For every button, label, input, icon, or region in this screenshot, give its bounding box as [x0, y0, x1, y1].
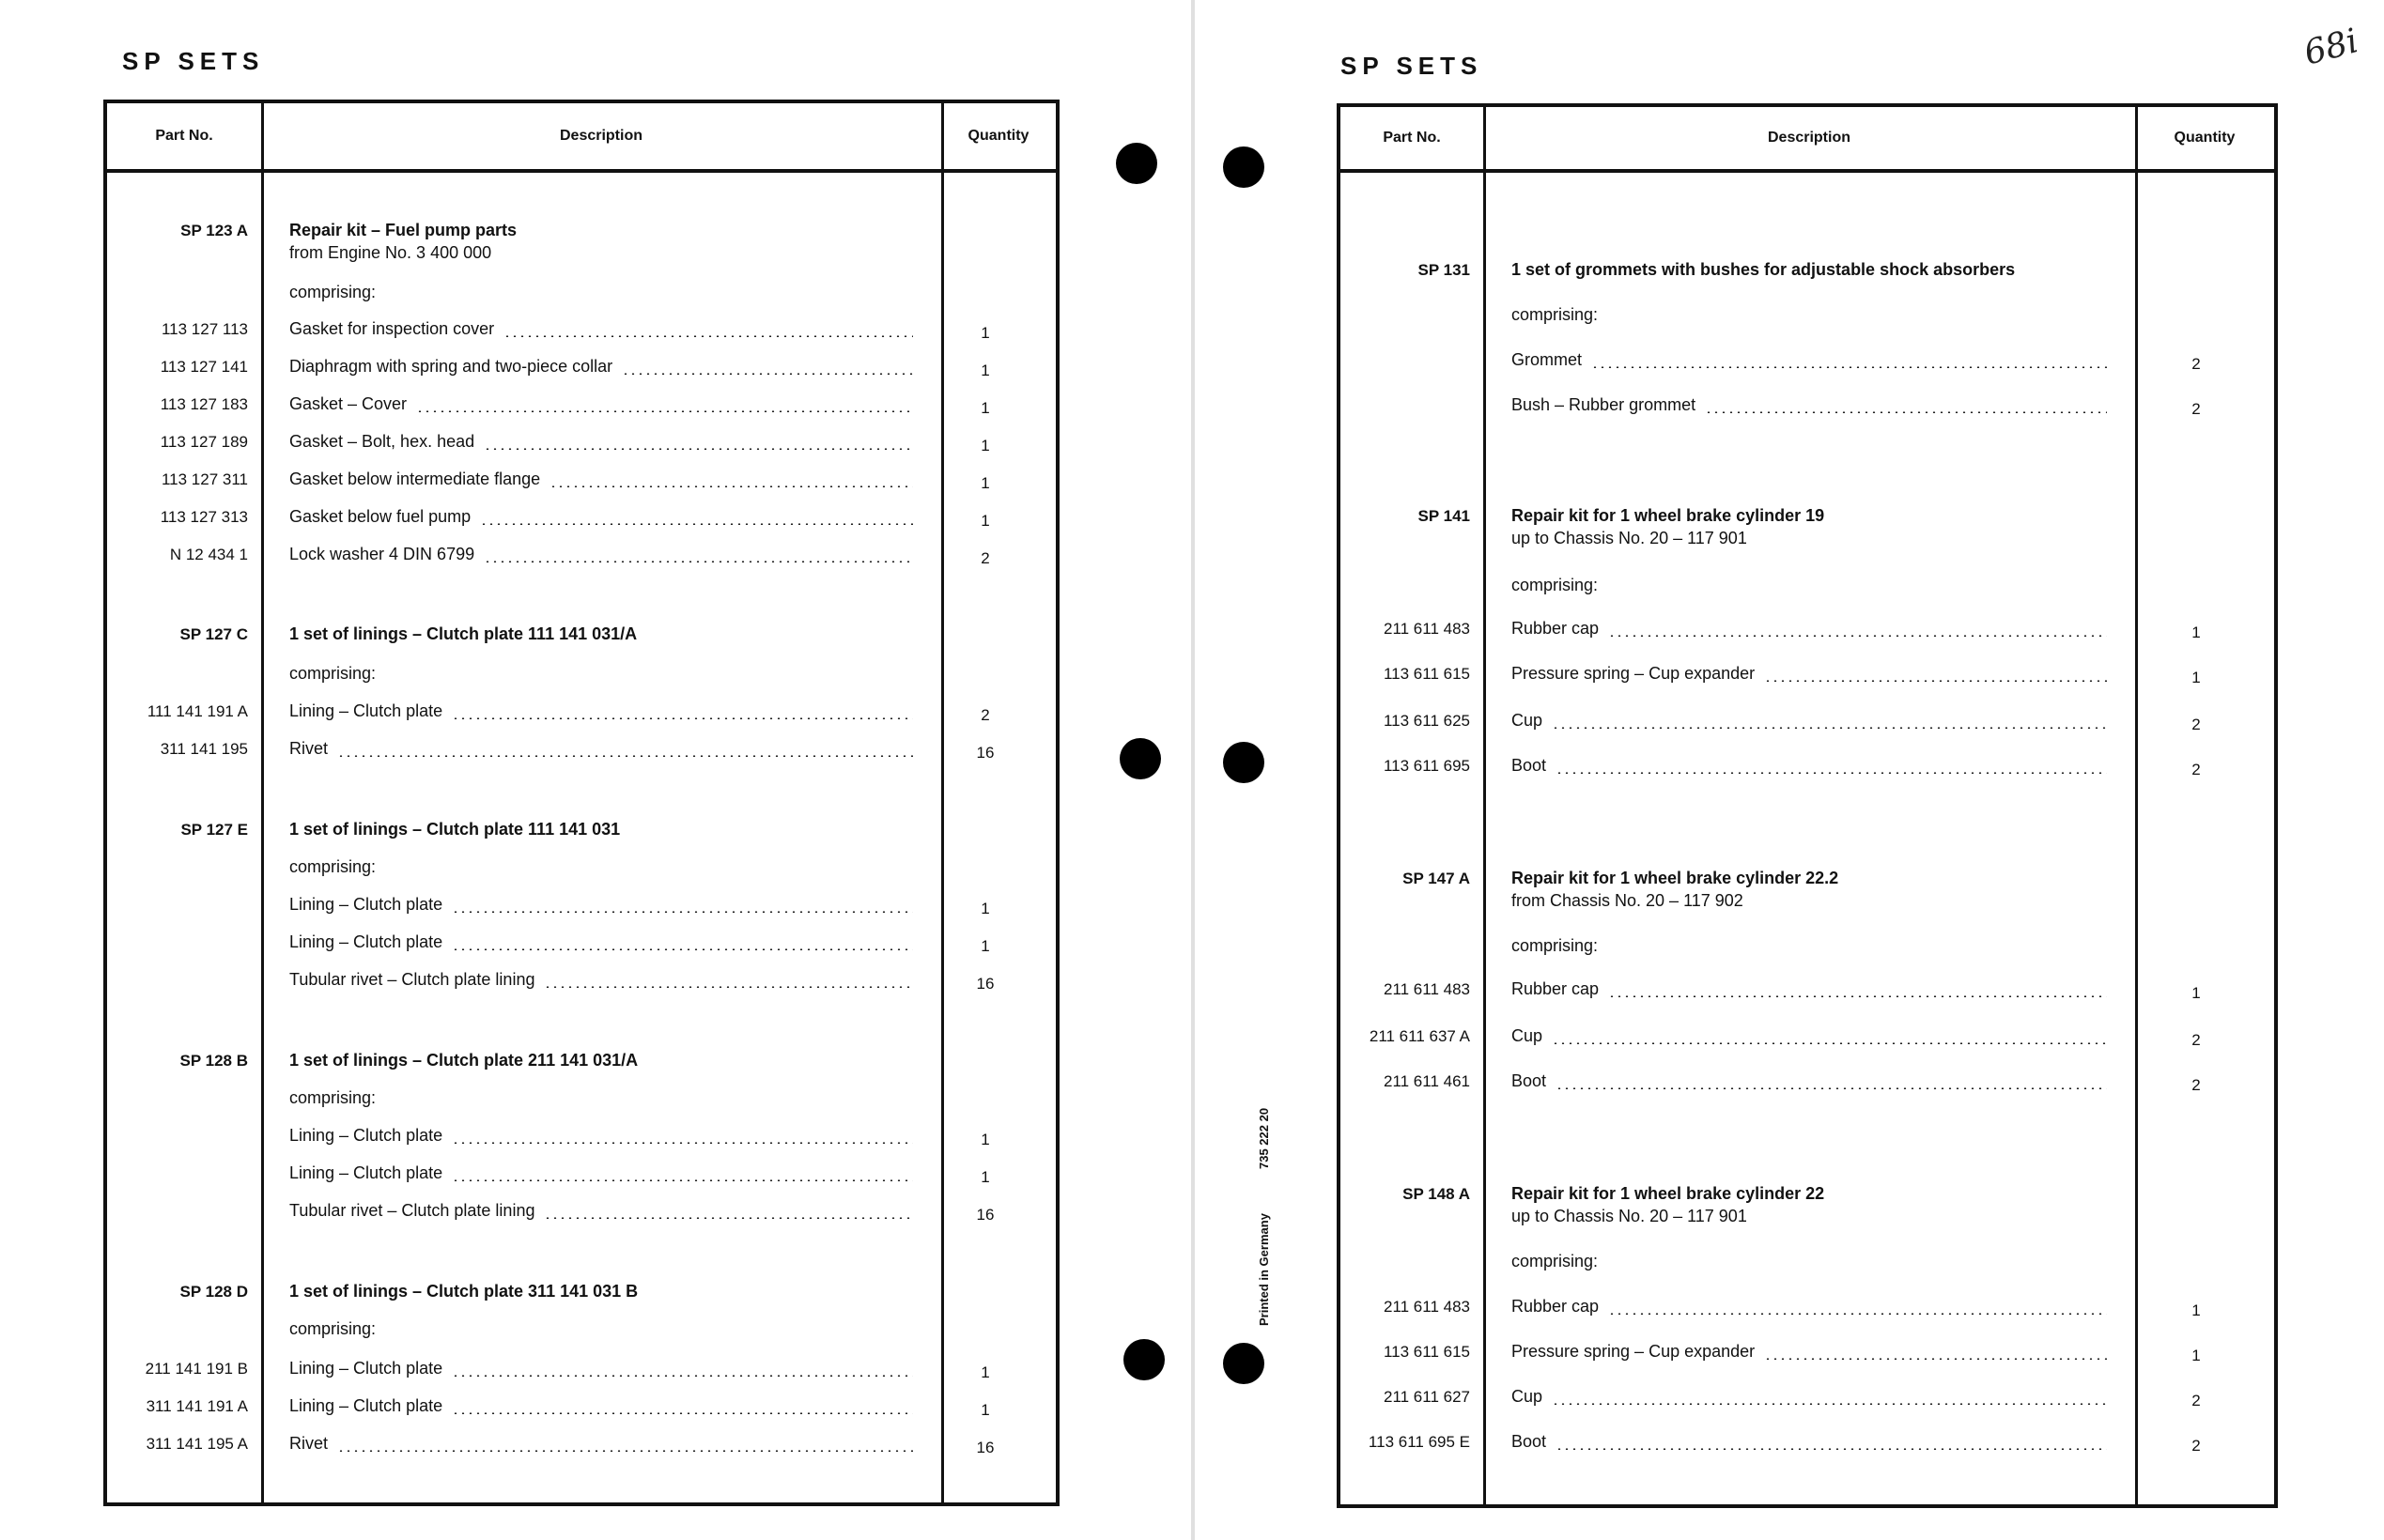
- dot-leader: [452, 1142, 913, 1144]
- page-heading: SP SETS: [1340, 52, 1483, 80]
- punch-hole: [1116, 143, 1157, 184]
- item-description: Lining – Clutch plate: [289, 932, 443, 951]
- set-title: 1 set of grommets with bushes for adjustable shock absorbers: [1511, 260, 2016, 279]
- quantity-value: 1: [981, 474, 990, 492]
- set-part-number: SP 127 E: [180, 821, 248, 839]
- dot-leader: [452, 1375, 913, 1377]
- quantity-value: 1: [2191, 1301, 2201, 1319]
- part-number: 211 611 483: [1383, 620, 1470, 638]
- dot-leader: [1608, 635, 2107, 637]
- dot-leader: [1556, 1448, 2107, 1450]
- item-description: Cup: [1511, 1026, 1543, 1045]
- dot-leader: [484, 448, 913, 450]
- part-number: 311 141 191 A: [146, 1397, 248, 1415]
- dot-leader: [544, 986, 913, 988]
- dot-leader: [452, 1412, 913, 1414]
- dot-leader: [1552, 1403, 2107, 1405]
- header-part-no: Part No.: [155, 128, 213, 144]
- set-part-number: SP 128 B: [179, 1052, 248, 1070]
- printed-in-note: Printed in Germany: [1257, 1213, 1271, 1326]
- dot-leader: [622, 373, 913, 375]
- left-page: [0, 0, 1191, 1540]
- part-number: 113 611 615: [1383, 1343, 1470, 1361]
- item-description: Lining – Clutch plate: [289, 1126, 443, 1145]
- comprising-label: comprising:: [289, 857, 377, 876]
- quantity-value: 2: [2191, 400, 2201, 418]
- quantity-value: 1: [981, 1168, 990, 1186]
- page-heading: SP SETS: [122, 47, 265, 75]
- item-description: Boot: [1511, 1432, 1547, 1451]
- header-description: Description: [1767, 130, 1850, 146]
- comprising-label: comprising:: [289, 1088, 377, 1107]
- punch-hole: [1120, 738, 1161, 779]
- set-title: 1 set of linings – Clutch plate 211 141 031/A: [289, 1051, 639, 1070]
- item-description: Rivet: [289, 739, 329, 758]
- part-number: 211 611 627: [1383, 1388, 1470, 1406]
- item-description: Grommet: [1511, 350, 1583, 369]
- set-part-number: SP 147 A: [1402, 870, 1470, 887]
- quantity-value: 1: [981, 362, 990, 379]
- part-number: 113 127 141: [160, 358, 248, 376]
- set-title: Repair kit for 1 wheel brake cylinder 22.2 from Chassis No. 20 – 117 902: [1511, 869, 1839, 910]
- quantity-value: 1: [981, 1131, 990, 1148]
- header-quantity: Quantity: [968, 128, 1029, 144]
- part-number: 211 141 191 B: [145, 1360, 248, 1378]
- item-description: Lining – Clutch plate: [289, 701, 443, 720]
- quantity-value: 2: [2191, 355, 2201, 373]
- quantity-value: 16: [976, 744, 995, 762]
- item-description: Gasket – Bolt, hex. head: [289, 432, 475, 451]
- set-title: 1 set of linings – Clutch plate 111 141 031/A: [289, 624, 638, 643]
- quantity-value: 2: [2191, 1437, 2201, 1455]
- quantity-value: 1: [981, 1401, 990, 1419]
- quantity-value: 1: [981, 512, 990, 530]
- part-number: 113 611 625: [1383, 712, 1470, 730]
- item-description: Cup: [1511, 711, 1543, 730]
- set-title: 1 set of linings – Clutch plate 111 141 031: [289, 820, 621, 839]
- part-number: 113 127 183: [160, 395, 248, 413]
- set-subtitle: up to Chassis No. 20 – 117 901: [1511, 529, 1747, 547]
- item-description: Lining – Clutch plate: [289, 1163, 443, 1182]
- item-description: Rubber cap: [1511, 1297, 1600, 1316]
- set-title: 1 set of linings – Clutch plate 311 141 031 B: [289, 1282, 639, 1301]
- part-number: N 12 434 1: [169, 546, 248, 563]
- comprising-label: comprising:: [1511, 305, 1599, 324]
- part-number: 113 127 311: [161, 470, 248, 488]
- item-description: Gasket below intermediate flange: [289, 470, 541, 488]
- comprising-label: comprising:: [289, 1319, 377, 1338]
- column-divider: [2135, 107, 2138, 1504]
- quantity-value: 2: [2191, 716, 2201, 733]
- page-divider: [1191, 0, 1195, 1540]
- dot-leader: [1591, 366, 2107, 368]
- handwritten-page-number: 68i: [2299, 22, 2362, 73]
- comprising-label: comprising:: [1511, 936, 1599, 955]
- item-description: Lining – Clutch plate: [289, 1396, 443, 1415]
- dot-leader: [452, 948, 913, 950]
- item-description: Boot: [1511, 756, 1547, 775]
- quantity-value: 1: [2191, 624, 2201, 641]
- set-part-number: SP 131: [1417, 261, 1470, 279]
- quantity-value: 2: [981, 706, 990, 724]
- quantity-value: 1: [2191, 669, 2201, 686]
- comprising-label: comprising:: [1511, 1252, 1599, 1270]
- dot-leader: [1556, 772, 2107, 774]
- part-number: 311 141 195: [160, 740, 248, 758]
- quantity-value: 16: [976, 1439, 995, 1456]
- item-description: Gasket below fuel pump: [289, 507, 472, 526]
- item-description: Rubber cap: [1511, 979, 1600, 998]
- quantity-value: 1: [981, 900, 990, 917]
- dot-leader: [416, 410, 913, 412]
- set-part-number: SP 128 D: [179, 1283, 248, 1301]
- quantity-value: 1: [2191, 984, 2201, 1002]
- dot-leader: [452, 1179, 913, 1181]
- quantity-value: 2: [981, 549, 990, 567]
- quantity-value: 2: [2191, 1031, 2201, 1049]
- item-description: Lock washer 4 DIN 6799: [289, 545, 475, 563]
- column-divider: [1483, 107, 1486, 1504]
- dot-leader: [480, 523, 913, 525]
- dot-leader: [337, 755, 913, 757]
- header-description: Description: [559, 128, 642, 144]
- part-number: 113 611 615: [1383, 665, 1470, 683]
- quantity-value: 1: [981, 437, 990, 454]
- quantity-value: 2: [2191, 1392, 2201, 1409]
- parts-table-right: [1337, 103, 2278, 1508]
- quantity-value: 2: [2191, 1076, 2201, 1094]
- right-page: [1198, 0, 2384, 1540]
- dot-leader: [544, 1217, 913, 1219]
- part-number: 311 141 195 A: [146, 1435, 248, 1453]
- dot-leader: [452, 717, 913, 719]
- item-description: Pressure spring – Cup expander: [1511, 664, 1756, 683]
- header-rule: [1340, 169, 2274, 173]
- parts-table-left: [103, 100, 1060, 1506]
- header-rule: [107, 169, 1056, 173]
- header-part-no: Part No.: [1383, 130, 1441, 146]
- item-description: Boot: [1511, 1071, 1547, 1090]
- set-title: Repair kit for 1 wheel brake cylinder 19 up to Chassis No. 20 – 117 901: [1511, 506, 1825, 547]
- quantity-value: 2: [2191, 761, 2201, 778]
- part-number: 211 611 461: [1383, 1072, 1470, 1090]
- part-number: 113 127 113: [161, 320, 248, 338]
- item-description: Diaphragm with spring and two-piece collar: [289, 357, 613, 376]
- dot-leader: [550, 485, 913, 487]
- item-description: Tubular rivet – Clutch plate lining: [289, 970, 535, 989]
- part-number: 113 127 189: [160, 433, 248, 451]
- item-description: Gasket – Cover: [289, 394, 408, 413]
- part-number: 113 611 695 E: [1368, 1433, 1470, 1451]
- set-part-number: SP 123 A: [180, 222, 248, 239]
- dot-leader: [1556, 1087, 2107, 1089]
- dot-leader: [1764, 680, 2107, 682]
- dot-leader: [452, 911, 913, 913]
- quantity-value: 1: [981, 399, 990, 417]
- item-description: Lining – Clutch plate: [289, 1359, 443, 1378]
- item-description: Rubber cap: [1511, 619, 1600, 638]
- set-part-number: SP 141: [1417, 507, 1470, 525]
- item-description: Lining – Clutch plate: [289, 895, 443, 914]
- column-divider: [941, 103, 944, 1502]
- set-subtitle: from Engine No. 3 400 000: [289, 243, 492, 262]
- punch-hole: [1223, 146, 1264, 188]
- dot-leader: [337, 1450, 913, 1452]
- dot-leader: [1764, 1358, 2107, 1360]
- set-subtitle: up to Chassis No. 20 – 117 901: [1511, 1207, 1747, 1225]
- part-number: 113 127 313: [160, 508, 248, 526]
- set-part-number: SP 148 A: [1402, 1185, 1470, 1203]
- part-number: 211 611 483: [1383, 980, 1470, 998]
- quantity-value: 16: [976, 975, 995, 993]
- punch-hole: [1223, 1343, 1264, 1384]
- quantity-value: 16: [976, 1206, 995, 1224]
- quantity-value: 1: [981, 1363, 990, 1381]
- dot-leader: [1552, 1042, 2107, 1044]
- punch-hole: [1223, 742, 1264, 783]
- item-description: Rivet: [289, 1434, 329, 1453]
- quantity-value: 1: [2191, 1347, 2201, 1364]
- dot-leader: [1552, 727, 2107, 729]
- set-title: Repair kit – Fuel pump parts from Engine No. 3 400 000: [289, 221, 518, 262]
- dot-leader: [484, 561, 913, 562]
- dot-leader: [1608, 1313, 2107, 1315]
- dot-leader: [1608, 995, 2107, 997]
- quantity-value: 1: [981, 937, 990, 955]
- dot-leader: [1705, 411, 2107, 413]
- item-description: Pressure spring – Cup expander: [1511, 1342, 1756, 1361]
- item-description: Gasket for inspection cover: [289, 319, 495, 338]
- punch-hole: [1123, 1339, 1165, 1380]
- item-description: Tubular rivet – Clutch plate lining: [289, 1201, 535, 1220]
- header-quantity: Quantity: [2174, 130, 2236, 146]
- set-title: Repair kit for 1 wheel brake cylinder 22 up to Chassis No. 20 – 117 901: [1511, 1184, 1825, 1225]
- part-number: 211 611 483: [1383, 1298, 1470, 1316]
- part-number: 111 141 191 A: [147, 702, 248, 720]
- comprising-label: comprising:: [1511, 576, 1599, 594]
- comprising-label: comprising:: [289, 664, 377, 683]
- item-description: Bush – Rubber grommet: [1511, 395, 1696, 414]
- part-number: 113 611 695: [1383, 757, 1470, 775]
- print-code: 735 222 20: [1257, 1107, 1271, 1169]
- comprising-label: comprising:: [289, 283, 377, 301]
- item-description: Cup: [1511, 1387, 1543, 1406]
- column-divider: [261, 103, 264, 1502]
- dot-leader: [503, 335, 913, 337]
- set-part-number: SP 127 C: [179, 625, 248, 643]
- part-number: 211 611 637 A: [1369, 1027, 1470, 1045]
- quantity-value: 1: [981, 324, 990, 342]
- set-subtitle: from Chassis No. 20 – 117 902: [1511, 891, 1743, 910]
